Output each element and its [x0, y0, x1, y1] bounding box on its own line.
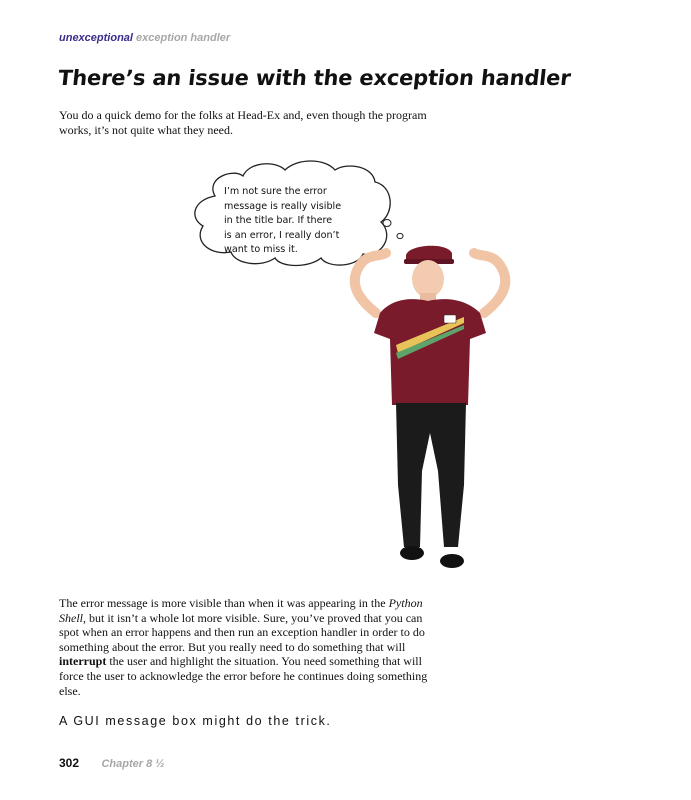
running-header — [59, 32, 230, 44]
page-number: 302 — [59, 756, 80, 770]
thought-line: I’m not sure the error — [224, 186, 327, 197]
body-paragraph — [59, 596, 434, 698]
body-text-part: The error message is more visible than when it was appearing in the — [59, 596, 389, 610]
tip-line: A GUI message box might do the trick. — [59, 714, 332, 728]
python-shell-term: Python Shell — [59, 596, 423, 625]
chapter-label: Chapter 8 ½ — [101, 758, 165, 770]
thought-line: is an error, I really don’t — [224, 229, 340, 241]
body-text-part: the user and highlight the situation. You need something that will force the user to acknowledge the error before he continues doing something else. — [59, 654, 428, 698]
page-title: There’s an issue with the exception handler — [57, 66, 572, 90]
body-text-part: , but it isn’t a whole lot more visible. Sure, you’ve proved that you can spot when an error happens and then run an exception handler in order to do something about the error. But you really need to do something that will — [59, 610, 425, 654]
running-header-section: unexceptional — [59, 32, 133, 44]
thought-line: in the title bar. If there — [224, 215, 333, 226]
thought-line: want to miss it. — [224, 244, 298, 255]
thought-line: message is really visible — [224, 200, 342, 212]
interrupt-term: interrupt — [59, 654, 107, 669]
running-header-topic: exception handler — [136, 32, 231, 44]
page-footer — [59, 754, 164, 772]
person-illustration — [340, 235, 520, 580]
intro-paragraph: You do a quick demo for the folks at Head-Ex and, even though the program works, it’s not quite what they need. — [59, 108, 427, 137]
